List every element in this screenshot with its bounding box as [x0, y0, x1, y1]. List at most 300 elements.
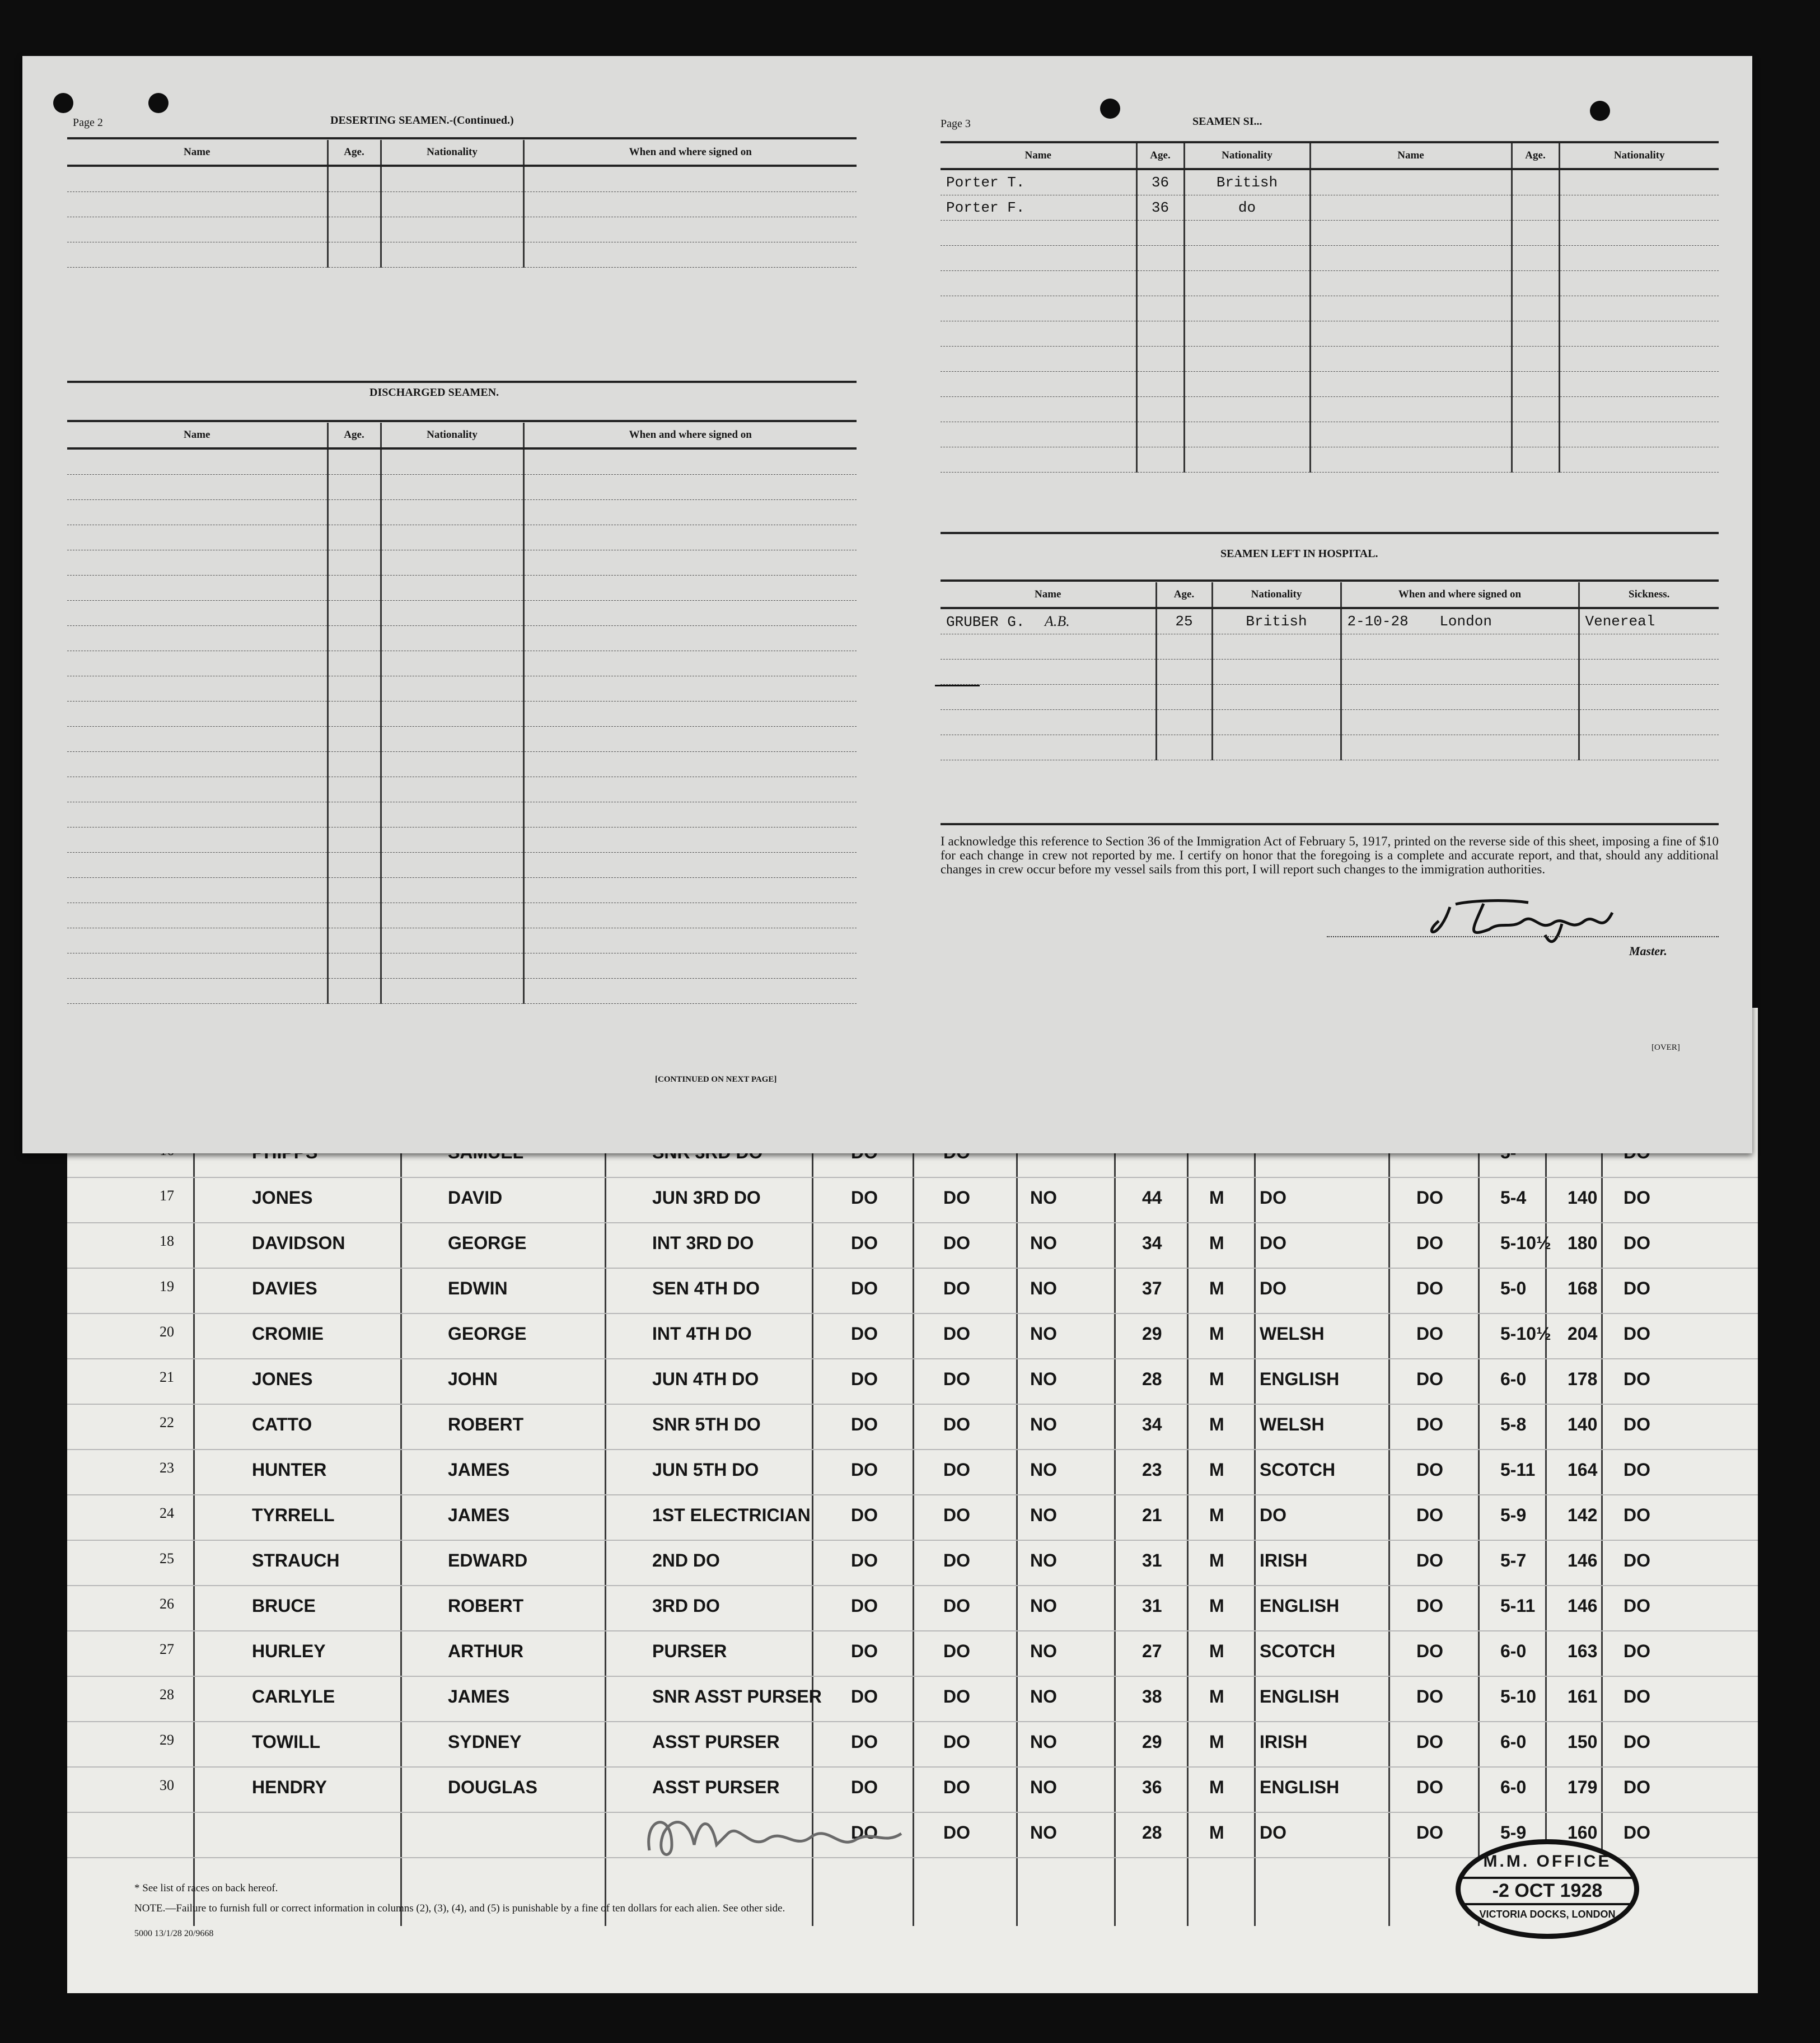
table-row — [67, 525, 857, 550]
continued-label: [CONTINUED ON NEXT PAGE] — [655, 1075, 777, 1084]
table-row — [941, 271, 1719, 296]
crew-column-14: DO — [1624, 1460, 1650, 1480]
crew-rating: INT 3RD DO — [652, 1233, 754, 1253]
crew-row-number: 23 — [160, 1460, 174, 1476]
table-row — [67, 828, 857, 853]
crew-column-5: DO — [851, 1278, 878, 1298]
crew-column-5: DO — [851, 1550, 878, 1570]
crew-column-7: NO — [1030, 1641, 1057, 1661]
table-row — [67, 878, 857, 903]
crew-row — [67, 1460, 1758, 1504]
crew-given-name: JAMES — [448, 1686, 510, 1707]
col-nationality: Nationality — [1559, 143, 1719, 169]
table-row — [941, 447, 1719, 473]
crew-weight: 160 — [1568, 1822, 1598, 1843]
table-row — [67, 500, 857, 525]
crew-column-6: DO — [943, 1550, 970, 1570]
crew-age: 37 — [1142, 1278, 1162, 1298]
crew-column-5: DO — [851, 1777, 878, 1797]
crew-nationality: ENGLISH — [1260, 1686, 1340, 1707]
crew-age: 36 — [1142, 1777, 1162, 1797]
crew-column-6: DO — [943, 1641, 970, 1661]
crew-nationality: DO — [1260, 1505, 1286, 1525]
crew-sex: M — [1209, 1324, 1224, 1344]
crew-row-number: 19 — [160, 1278, 174, 1294]
crew-column-7: NO — [1030, 1324, 1057, 1344]
crew-height: 5-10½ — [1500, 1324, 1551, 1344]
crew-sex: M — [1209, 1822, 1224, 1843]
page-2-label: Page 2 — [73, 116, 103, 129]
crew-column-7: NO — [1030, 1822, 1057, 1843]
crew-height: 5-11 — [1500, 1460, 1536, 1480]
table-row — [941, 246, 1719, 271]
crew-column-7: NO — [1030, 1505, 1057, 1525]
table-row — [941, 735, 1719, 760]
crew-column-14: DO — [1624, 1188, 1650, 1208]
crew-age: 34 — [1142, 1233, 1162, 1253]
crew-column-7: NO — [1030, 1732, 1057, 1752]
col-signed-on: When and where signed on — [1341, 582, 1579, 608]
table-row — [67, 576, 857, 601]
crew-given-name: JOHN — [448, 1369, 498, 1389]
table-row — [67, 702, 857, 727]
table-row — [67, 676, 857, 702]
crew-row-number: 30 — [160, 1777, 174, 1793]
crew-column-5: DO — [851, 1596, 878, 1616]
footnotes — [134, 1878, 785, 1919]
crew-column-14: DO — [1624, 1324, 1650, 1344]
crew-nationality: WELSH — [1260, 1324, 1325, 1344]
table-row — [67, 217, 857, 242]
rule — [67, 381, 857, 383]
crew-given-name: JAMES — [448, 1505, 510, 1525]
rule — [941, 532, 1719, 534]
crew-age: 29 — [1142, 1324, 1162, 1344]
crew-surname: DAVIDSON — [252, 1233, 345, 1253]
table-row — [67, 853, 857, 878]
crew-column-6: DO — [943, 1460, 970, 1480]
table-row — [67, 448, 857, 475]
crew-row — [67, 1596, 1758, 1640]
crew-row — [67, 1641, 1758, 1686]
crew-column-14: DO — [1624, 1550, 1650, 1570]
crew-column-7: NO — [1030, 1233, 1057, 1253]
crew-sex: M — [1209, 1233, 1224, 1253]
stamp-location: VICTORIA DOCKS, LONDON — [1479, 1909, 1616, 1920]
col-age: Age. — [327, 423, 381, 448]
table-row — [941, 221, 1719, 246]
crew-sex: M — [1209, 1188, 1224, 1208]
crew-sex: M — [1209, 1369, 1224, 1389]
crew-rating: INT 4TH DO — [652, 1324, 752, 1344]
crew-weight: 140 — [1568, 1188, 1598, 1208]
crew-row-number: 17 — [160, 1188, 174, 1204]
seaman-nationality: British — [1184, 169, 1310, 195]
signed-on-title: SEAMEN SI... — [1192, 115, 1262, 128]
hospital-seaman-name: GRUBER G. — [946, 613, 1025, 630]
crew-column-11: DO — [1416, 1550, 1443, 1570]
deserting-table — [67, 140, 857, 268]
crew-row — [67, 1414, 1758, 1459]
acknowledgement-text: I acknowledge this reference to Section 36 of the Immigration Act of February 5, 1917, printed on the reverse side of this sheet, imposing a fine of $10 for each change in crew not reported by me. I certify on honor that the foregoing is a complete and accurate report, and that, should any additional changes in crew occur before my vessel sails from this port, I will report such changes to the immigration authorities. — [941, 834, 1719, 876]
crew-column-5: DO — [851, 1324, 878, 1344]
table-row — [67, 727, 857, 752]
crew-height: 5-0 — [1500, 1278, 1527, 1298]
crew-column-14: DO — [1624, 1505, 1650, 1525]
col-name: Name — [1310, 143, 1512, 169]
crew-column-14: DO — [1624, 1641, 1650, 1661]
crew-column-5: DO — [851, 1233, 878, 1253]
crew-age: 28 — [1142, 1822, 1162, 1843]
crew-column-11: DO — [1416, 1641, 1443, 1661]
crew-rating: ASST PURSER — [652, 1777, 780, 1797]
crew-height: 5-8 — [1500, 1414, 1527, 1434]
crew-sex: M — [1209, 1460, 1224, 1480]
crew-rating: ASST PURSER — [652, 1732, 780, 1752]
crew-weight: 164 — [1568, 1460, 1598, 1480]
table-row — [67, 953, 857, 979]
hospital-signed-place: London — [1439, 613, 1492, 630]
crew-row — [67, 1188, 1758, 1232]
crew-weight: 161 — [1568, 1686, 1598, 1707]
col-name: Name — [941, 143, 1136, 169]
crew-sex: M — [1209, 1686, 1224, 1707]
crew-surname: HURLEY — [252, 1641, 326, 1661]
crew-given-name: ROBERT — [448, 1596, 524, 1616]
crew-column-11: DO — [1416, 1732, 1443, 1752]
discharged-table — [67, 423, 857, 1004]
row-rule — [67, 1222, 1758, 1223]
crew-column-7: NO — [1030, 1278, 1057, 1298]
crew-column-14: DO — [1624, 1596, 1650, 1616]
row-rule — [67, 1358, 1758, 1359]
crew-age: 31 — [1142, 1550, 1162, 1570]
table-row — [67, 166, 857, 192]
crew-height: 5-4 — [1500, 1188, 1527, 1208]
crew-row — [67, 1505, 1758, 1550]
crew-column-7: NO — [1030, 1188, 1057, 1208]
table-row — [941, 169, 1719, 195]
master-label: Master. — [1629, 944, 1667, 958]
crew-column-14: DO — [1624, 1777, 1650, 1797]
stamp-date: -2 OCT 1928 — [1461, 1877, 1634, 1905]
crew-weight: 204 — [1568, 1324, 1598, 1344]
crew-column-6: DO — [943, 1822, 970, 1843]
crew-sex: M — [1209, 1414, 1224, 1434]
table-row — [67, 752, 857, 777]
col-age: Age. — [1156, 582, 1212, 608]
crew-column-14: DO — [1624, 1414, 1650, 1434]
crew-surname: JONES — [252, 1188, 313, 1208]
crew-column-6: DO — [943, 1414, 970, 1434]
crew-row-number: 20 — [160, 1324, 174, 1340]
crew-surname: CATTO — [252, 1414, 312, 1434]
col-nationality: Nationality — [381, 140, 523, 166]
crew-column-5: DO — [851, 1505, 878, 1525]
manifest-sheet — [22, 56, 1752, 1153]
crew-column-11: DO — [1416, 1822, 1443, 1843]
crew-age: 31 — [1142, 1596, 1162, 1616]
table-row — [941, 634, 1719, 660]
crew-rating: SEN 4TH DO — [652, 1278, 760, 1298]
crew-column-11: DO — [1416, 1324, 1443, 1344]
table-row — [941, 347, 1719, 372]
crew-surname: CROMIE — [252, 1324, 324, 1344]
row-rule — [67, 1721, 1758, 1722]
crew-sex: M — [1209, 1732, 1224, 1752]
crew-surname: TOWILL — [252, 1732, 321, 1752]
table-row — [67, 601, 857, 626]
crew-weight: 168 — [1568, 1278, 1598, 1298]
crew-given-name: DOUGLAS — [448, 1777, 537, 1797]
mm-office-stamp — [1456, 1839, 1639, 1939]
crew-nationality: SCOTCH — [1260, 1460, 1336, 1480]
table-row — [941, 321, 1719, 347]
col-name: Name — [67, 423, 327, 448]
crew-column-6: DO — [943, 1686, 970, 1707]
footnote-penalty: NOTE.—Failure to furnish full or correct information in columns (2), (3), (4), and (5) is punishable by a fine of ten dollars for each alien. See other side. — [134, 1902, 785, 1914]
crew-row — [67, 1686, 1758, 1731]
crew-column-5: DO — [851, 1460, 878, 1480]
table-row — [941, 296, 1719, 321]
crew-weight: 140 — [1568, 1414, 1598, 1434]
hospital-seaman-rating: A.B. — [1045, 613, 1070, 629]
hospital-title: SEAMEN LEFT IN HOSPITAL. — [1220, 548, 1378, 560]
discharged-title: DISCHARGED SEAMEN. — [369, 386, 499, 399]
crew-column-11: DO — [1416, 1777, 1443, 1797]
seaman-age: 36 — [1136, 169, 1184, 195]
signed-on-table — [941, 143, 1719, 473]
row-rule — [67, 1494, 1758, 1495]
crew-row — [67, 1233, 1758, 1278]
crew-rating: SNR 5TH DO — [652, 1414, 761, 1434]
crew-column-7: NO — [1030, 1414, 1057, 1434]
crew-column-14: DO — [1624, 1822, 1650, 1843]
row-rule — [67, 1404, 1758, 1405]
crew-weight: 146 — [1568, 1596, 1598, 1616]
crew-sex: M — [1209, 1278, 1224, 1298]
row-rule — [67, 1268, 1758, 1269]
col-age: Age. — [1136, 143, 1184, 169]
crew-surname: STRAUCH — [252, 1550, 340, 1570]
crew-weight: 179 — [1568, 1777, 1598, 1797]
crew-row-number: 25 — [160, 1550, 174, 1567]
crew-age: 34 — [1142, 1414, 1162, 1434]
crew-nationality: SCOTCH — [1260, 1641, 1336, 1661]
purser-signature — [638, 1806, 918, 1867]
seaman-name: Porter F. — [941, 195, 1136, 221]
signature-line — [1327, 936, 1719, 937]
crew-column-6: DO — [943, 1596, 970, 1616]
col-nationality: Nationality — [381, 423, 523, 448]
crew-nationality: ENGLISH — [1260, 1369, 1340, 1389]
crew-rating: JUN 4TH DO — [652, 1369, 759, 1389]
crew-height: 5-11 — [1500, 1596, 1536, 1616]
crew-row-number: 21 — [160, 1369, 174, 1385]
crew-height: 5-10 — [1500, 1686, 1537, 1707]
crew-given-name: GEORGE — [448, 1233, 527, 1253]
crew-height: 6-0 — [1500, 1641, 1527, 1661]
seaman-name: Porter T. — [941, 169, 1136, 195]
col-nationality: Nationality — [1184, 143, 1310, 169]
crew-age: 29 — [1142, 1732, 1162, 1752]
crew-rating: SNR ASST PURSER — [652, 1686, 822, 1707]
strike-mark — [935, 685, 980, 686]
crew-row — [67, 1550, 1758, 1595]
crew-sex: M — [1209, 1505, 1224, 1525]
stamp-office: M.M. OFFICE — [1483, 1852, 1612, 1871]
crew-column-5: DO — [851, 1641, 878, 1661]
crew-column-11: DO — [1416, 1505, 1443, 1525]
crew-column-6: DO — [943, 1188, 970, 1208]
table-row — [941, 608, 1719, 634]
crew-column-5: DO — [851, 1732, 878, 1752]
table-row — [67, 626, 857, 651]
table-row — [67, 192, 857, 217]
crew-column-11: DO — [1416, 1596, 1443, 1616]
over-label: [OVER] — [1651, 1043, 1680, 1052]
crew-weight: 142 — [1568, 1505, 1598, 1525]
crew-column-11: DO — [1416, 1369, 1443, 1389]
crew-column-7: NO — [1030, 1369, 1057, 1389]
table-row — [67, 777, 857, 802]
table-row — [67, 242, 857, 268]
crew-column-11: DO — [1416, 1460, 1443, 1480]
rule — [941, 823, 1719, 825]
hospital-name-cell — [941, 608, 1156, 634]
crew-column-6: DO — [943, 1777, 970, 1797]
footnote-races: * See list of races on back hereof. — [134, 1882, 278, 1894]
crew-rating: JUN 5TH DO — [652, 1460, 759, 1480]
crew-given-name: SYDNEY — [448, 1732, 522, 1752]
hospital-seaman-age: 25 — [1156, 608, 1212, 634]
table-row — [67, 903, 857, 928]
crew-row-number: 29 — [160, 1732, 174, 1748]
punch-hole — [53, 93, 73, 113]
crew-weight: 146 — [1568, 1550, 1598, 1570]
hospital-seaman-nationality: British — [1212, 608, 1341, 634]
crew-surname: JONES — [252, 1369, 313, 1389]
crew-column-11: DO — [1416, 1188, 1443, 1208]
crew-age: 38 — [1142, 1686, 1162, 1707]
col-age: Age. — [327, 140, 381, 166]
crew-column-14: DO — [1624, 1732, 1650, 1752]
hospital-table — [941, 582, 1719, 760]
crew-column-7: NO — [1030, 1550, 1057, 1570]
crew-row-number: 24 — [160, 1505, 174, 1521]
crew-column-7: NO — [1030, 1686, 1057, 1707]
crew-age: 44 — [1142, 1188, 1162, 1208]
crew-height: 6-0 — [1500, 1732, 1527, 1752]
crew-row — [67, 1732, 1758, 1776]
crew-given-name: EDWIN — [448, 1278, 508, 1298]
crew-column-6: DO — [943, 1278, 970, 1298]
row-rule — [67, 1540, 1758, 1541]
crew-row-number: 26 — [160, 1596, 174, 1612]
crew-column-7: NO — [1030, 1596, 1057, 1616]
col-signed-on: When and where signed on — [523, 140, 857, 166]
crew-given-name: DAVID — [448, 1188, 503, 1208]
crew-height: 5-7 — [1500, 1550, 1527, 1570]
crew-nationality: IRISH — [1260, 1732, 1308, 1752]
crew-rating: JUN 3RD DO — [652, 1188, 761, 1208]
table-row — [941, 710, 1719, 735]
crew-column-5: DO — [851, 1414, 878, 1434]
crew-row — [67, 1278, 1758, 1323]
hospital-sickness: Venereal — [1579, 608, 1719, 634]
crew-sex: M — [1209, 1550, 1224, 1570]
crew-height: 5-10½ — [1500, 1233, 1551, 1253]
table-row — [67, 550, 857, 576]
punch-hole — [1100, 99, 1120, 119]
table-row — [67, 928, 857, 953]
table-row — [67, 475, 857, 500]
crew-surname: DAVIES — [252, 1278, 317, 1298]
crew-column-11: DO — [1416, 1686, 1443, 1707]
crew-surname: BRUCE — [252, 1596, 316, 1616]
seaman-nationality: do — [1184, 195, 1310, 221]
punch-hole — [1590, 101, 1610, 121]
table-row — [941, 195, 1719, 221]
crew-given-name: EDWARD — [448, 1550, 528, 1570]
crew-weight: 178 — [1568, 1369, 1598, 1389]
crew-column-5: DO — [851, 1686, 878, 1707]
row-rule — [67, 1676, 1758, 1677]
crew-age: 23 — [1142, 1460, 1162, 1480]
crew-column-14: DO — [1624, 1369, 1650, 1389]
col-nationality: Nationality — [1212, 582, 1341, 608]
crew-given-name: JAMES — [448, 1460, 510, 1480]
crew-column-14: DO — [1624, 1686, 1650, 1707]
crew-age: 28 — [1142, 1369, 1162, 1389]
crew-nationality: DO — [1260, 1822, 1286, 1843]
col-signed-on: When and where signed on — [523, 423, 857, 448]
rule — [941, 579, 1719, 582]
crew-nationality: DO — [1260, 1188, 1286, 1208]
crew-column-6: DO — [943, 1233, 970, 1253]
crew-weight: 163 — [1568, 1641, 1598, 1661]
crew-nationality: IRISH — [1260, 1550, 1308, 1570]
crew-sex: M — [1209, 1777, 1224, 1797]
rule — [67, 420, 857, 422]
crew-height: 5-9 — [1500, 1822, 1527, 1843]
crew-given-name: ARTHUR — [448, 1641, 524, 1661]
crew-height: 5-9 — [1500, 1505, 1527, 1525]
crew-surname: CARLYLE — [252, 1686, 335, 1707]
punch-hole — [148, 93, 169, 113]
crew-row-number: 22 — [160, 1414, 174, 1430]
crew-column-11: DO — [1416, 1278, 1443, 1298]
crew-column-11: DO — [1416, 1414, 1443, 1434]
crew-column-14: DO — [1624, 1278, 1650, 1298]
table-row — [941, 422, 1719, 447]
crew-given-name: GEORGE — [448, 1324, 527, 1344]
crew-column-6: DO — [943, 1369, 970, 1389]
crew-column-6: DO — [943, 1505, 970, 1525]
crew-row — [67, 1324, 1758, 1368]
crew-nationality: DO — [1260, 1278, 1286, 1298]
crew-sex: M — [1209, 1596, 1224, 1616]
crew-column-7: NO — [1030, 1777, 1057, 1797]
row-rule — [67, 1177, 1758, 1178]
col-name: Name — [941, 582, 1156, 608]
crew-row-number: 18 — [160, 1233, 174, 1249]
crew-surname: TYRRELL — [252, 1505, 335, 1525]
table-row — [941, 660, 1719, 685]
row-rule — [67, 1585, 1758, 1586]
crew-rating: 3RD DO — [652, 1596, 720, 1616]
crew-column-6: DO — [943, 1324, 970, 1344]
